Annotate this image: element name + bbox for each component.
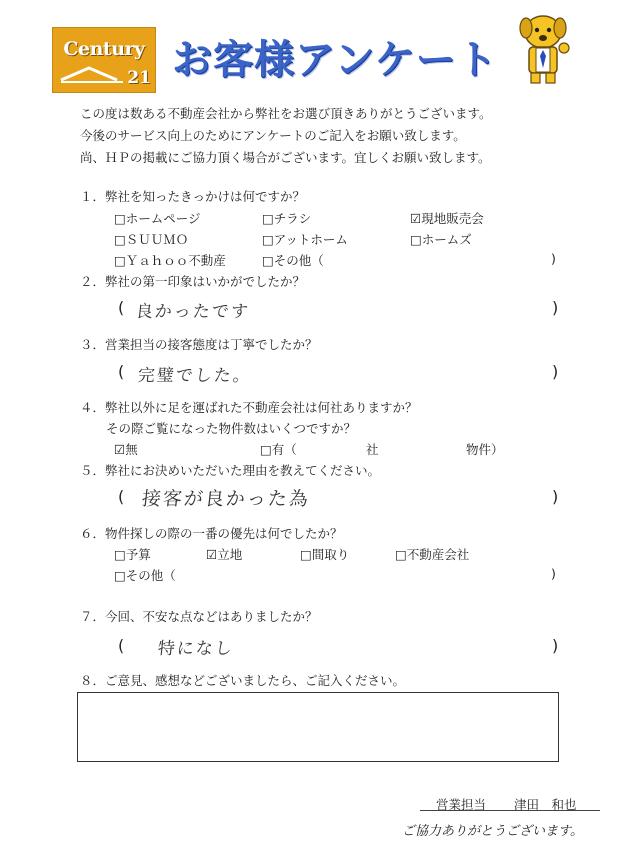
q4-sub-question: その際ご覧になった物件数はいくつですか？ <box>106 421 357 436</box>
q6-option-budget[interactable]: □予算 <box>114 547 151 562</box>
signature-underline <box>420 810 600 811</box>
comment-textarea[interactable] <box>77 692 559 762</box>
q1-option-homes[interactable]: □ホームズ <box>410 232 472 247</box>
intro-line-3: 尚、ＨＰの掲載にご協力頂く場合がございます。宜しくお願い致します。 <box>80 150 491 165</box>
q1-other-close: ) <box>551 251 556 266</box>
q7-open-paren: ( <box>118 636 125 655</box>
logo-brand: Century <box>63 38 145 60</box>
q4-property-unit: 物件） <box>466 442 504 457</box>
q6-label: ６．物件探しの際の一番の優先は何でしたか？ <box>80 526 343 541</box>
intro-line-1: この度は数ある不動産会社から弊社をお選び頂きありがとうございます。 <box>80 106 492 121</box>
q3-open-paren: ( <box>118 362 125 381</box>
q3-label: ３．営業担当の接客態度は丁寧でしたか？ <box>80 337 318 352</box>
q1-option-flyer[interactable]: □チラシ <box>262 211 312 226</box>
rep-name: 津田 和也 <box>514 797 577 812</box>
q2-close-paren: ) <box>552 298 559 317</box>
q1-option-other[interactable]: □その他（ <box>262 253 324 268</box>
thanks-message: ご協力ありがとうございます。 <box>402 824 583 839</box>
q6-option-floorplan[interactable]: □間取り <box>300 547 350 562</box>
page-title: お客様アンケート <box>172 36 498 83</box>
q1-label: １．弊社を知ったきっかけは何ですか？ <box>80 189 306 204</box>
q4-label: ４．弊社以外に足を運ばれた不動産会社は何社ありますか？ <box>80 400 418 415</box>
q4-option-have[interactable]: □有（ <box>260 442 297 457</box>
q6-option-other[interactable]: □その他（ <box>114 568 176 583</box>
rep-label: 営業担当 <box>436 797 487 812</box>
q5-handwritten-answer[interactable]: 接客が良かった為 <box>140 488 312 510</box>
intro-line-2: 今後のサービス向上のためにアンケートのご記入をお願い致します。 <box>80 128 466 143</box>
q1-option-suumo[interactable]: □ＳＵＵＭＯ <box>114 232 189 247</box>
q7-label: ７．今回、不安な点などはありましたか？ <box>80 609 318 624</box>
q1-option-yahoo[interactable]: □Ｙａｈｏｏ不動産 <box>114 253 226 268</box>
logo-number: 21 <box>127 68 151 88</box>
q1-option-onsite-sale[interactable]: ☑現地販売会 <box>410 211 484 226</box>
q7-close-paren: ) <box>552 636 559 655</box>
q6-other-close: ) <box>551 566 556 581</box>
q1-option-homepage[interactable]: □ホームページ <box>114 211 201 226</box>
house-roof-icon <box>59 62 129 84</box>
century21-logo <box>52 27 156 93</box>
q4-option-none[interactable]: ☑無 <box>114 442 138 457</box>
q2-open-paren: ( <box>118 298 125 317</box>
mascot-dog-icon <box>512 10 574 86</box>
q7-handwritten-answer[interactable]: 特になし <box>156 639 235 659</box>
q3-close-paren: ) <box>552 362 559 381</box>
q3-handwritten-answer[interactable]: 完璧でした。 <box>136 366 253 386</box>
q4-company-unit: 社 <box>366 442 379 457</box>
q6-option-realestate-company[interactable]: □不動産会社 <box>395 547 470 562</box>
q2-handwritten-answer[interactable]: 良かったです <box>134 302 251 322</box>
q8-label: ８．ご意見、感想などございましたら、ご記入ください。 <box>80 673 406 688</box>
q2-label: ２．弊社の第一印象はいかがでしたか？ <box>80 274 306 289</box>
q1-option-athome[interactable]: □アットホーム <box>262 232 348 247</box>
q5-open-paren: ( <box>118 487 125 506</box>
q5-label: ５．弊社にお決めいただいた理由を教えてください。 <box>80 463 381 478</box>
q5-close-paren: ) <box>552 487 559 506</box>
q6-option-location[interactable]: ☑立地 <box>206 547 243 562</box>
